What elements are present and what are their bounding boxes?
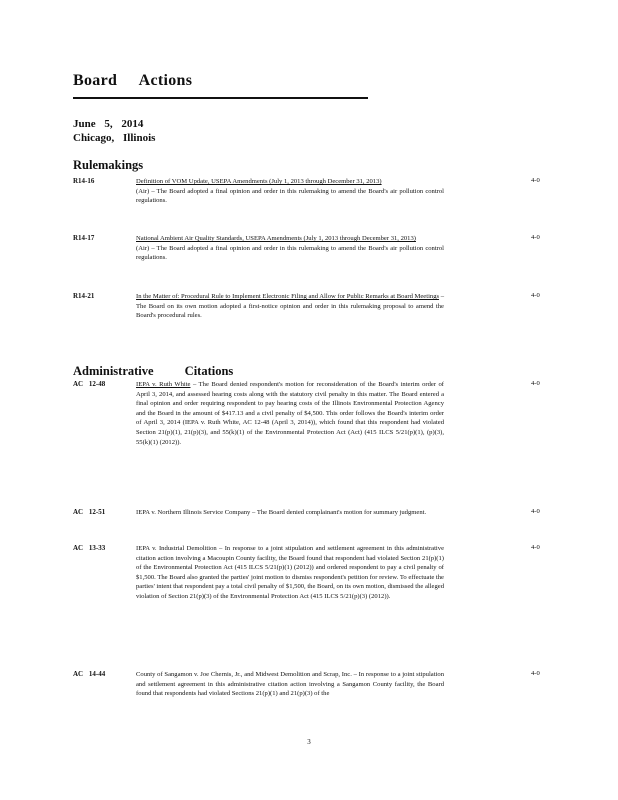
vote-count: 4-0 [531, 508, 540, 515]
case-number: AC 14-44 [73, 670, 106, 678]
case-description [136, 292, 444, 321]
vote-count: 4-0 [531, 234, 540, 241]
vote-count: 4-0 [531, 380, 540, 387]
case-caption: In the Matter of: Procedural Rule to Implement Electronic Filing and Allow for Public Remarks at Board Meetings [136, 293, 440, 300]
case-summary: – The Board denied respondent's motion for reconsideration of the Board's interim order of April 3, 2014, and assessed hearing costs along with the statutory civil penalty in this matter. The Board entered a final opinion and order requiring respondent to pay hearing costs of the Illinois Environmental Protection Agency and the Board in the amount of $417.13 and a civil penalty of $4,500. This order follows the Board's interim order of April 3, 2014 (IEPA v. Ruth White, AC 12-48 (April 3, 2014)), which found that this respondent had violated Section 21(p)(1), 21(p)(3), and 55(k)(1) of the Environmental Protection Act (Act) (415 ILCS 5/21(p)(1), (p)(3), 55(k)(1) (2012)). [136, 381, 444, 446]
case-number: AC 12-48 [73, 380, 106, 388]
meeting-location: Chicago, Illinois [73, 132, 156, 144]
case-description [136, 177, 444, 206]
case-summary: IEPA v. Northern Illinois Service Company – The Board denied complainant's motion for summary judgment. [136, 509, 427, 516]
case-caption: IEPA v. Ruth White [136, 381, 191, 388]
case-number: AC 12-51 [73, 508, 106, 516]
case-number: AC 13-33 [73, 544, 106, 552]
vote-count: 4-0 [531, 292, 540, 299]
case-description [136, 380, 444, 447]
case-number: R14-17 [73, 234, 95, 242]
case-number: R14-21 [73, 292, 95, 300]
case-description [136, 234, 444, 263]
vote-count: 4-0 [531, 177, 540, 184]
case-summary: IEPA v. Industrial Demolition – In response to a joint stipulation and settlement agreement in this administrative citation action involving a Macoupin County facility, the Board found that respondent had violated Section 21(p)(1) of the Environmental Protection Act (415 ILCS 5/21(p)(1) (2012)) and ordered respondent to pay a civil penalty of $1,500. The Board also granted the parties' joint motion to dismiss respondent's petition for review. To effectuate the parties' intent that respondent pay a total civil penalty of $1,500, the Board, on its own motion, dismissed the alleged violation of Section 21(p)(3) of the Environmental Protection Act (415 ILCS 5/21(p)(3) (2012)). [136, 545, 444, 600]
page-number: 3 [307, 738, 311, 746]
case-caption: Definition of VOM Update, USEPA Amendments (July 1, 2013 through December 31, 2013) [136, 178, 382, 185]
case-summary: (Air) – The Board adopted a final opinion and order in this rulemaking to amend the Board's air pollution control regulations. [136, 187, 444, 205]
meeting-date: June 5, 2014 [73, 118, 144, 130]
case-description [136, 544, 444, 602]
case-number: R14-16 [73, 177, 95, 185]
case-summary: (Air) – The Board adopted a final opinion and order in this rulemaking to amend the Board's air pollution control regulations. [136, 244, 444, 262]
vote-count: 4-0 [531, 670, 540, 677]
case-description [136, 670, 444, 699]
case-description [136, 508, 444, 518]
section-heading-rulemakings: Rulemakings [73, 158, 144, 172]
vote-count: 4-0 [531, 544, 540, 551]
case-summary: County of Sangamon v. Joe Chernis, Jr., and Midwest Demolition and Scrap, Inc. – In response to a joint stipulation and settlement agreement in this administrative citation action involving a Sangamon County facility, the Board found that respondents had violated Sections 21(p)(1) and 21(p)(3) of the [136, 671, 444, 698]
title-divider [73, 97, 368, 99]
case-caption: National Ambient Air Quality Standards, USEPA Amendments (July 1, 2013 through December 31, 2013) [136, 235, 416, 242]
page-title: Board Actions [73, 72, 193, 89]
case-summary: – The Board on its own motion adopted a first-notice opinion and order in this rulemaking proposal to amend the Board's procedural rules. [136, 293, 445, 320]
section-heading-administrative-citations: Administrative Citations [73, 364, 234, 378]
